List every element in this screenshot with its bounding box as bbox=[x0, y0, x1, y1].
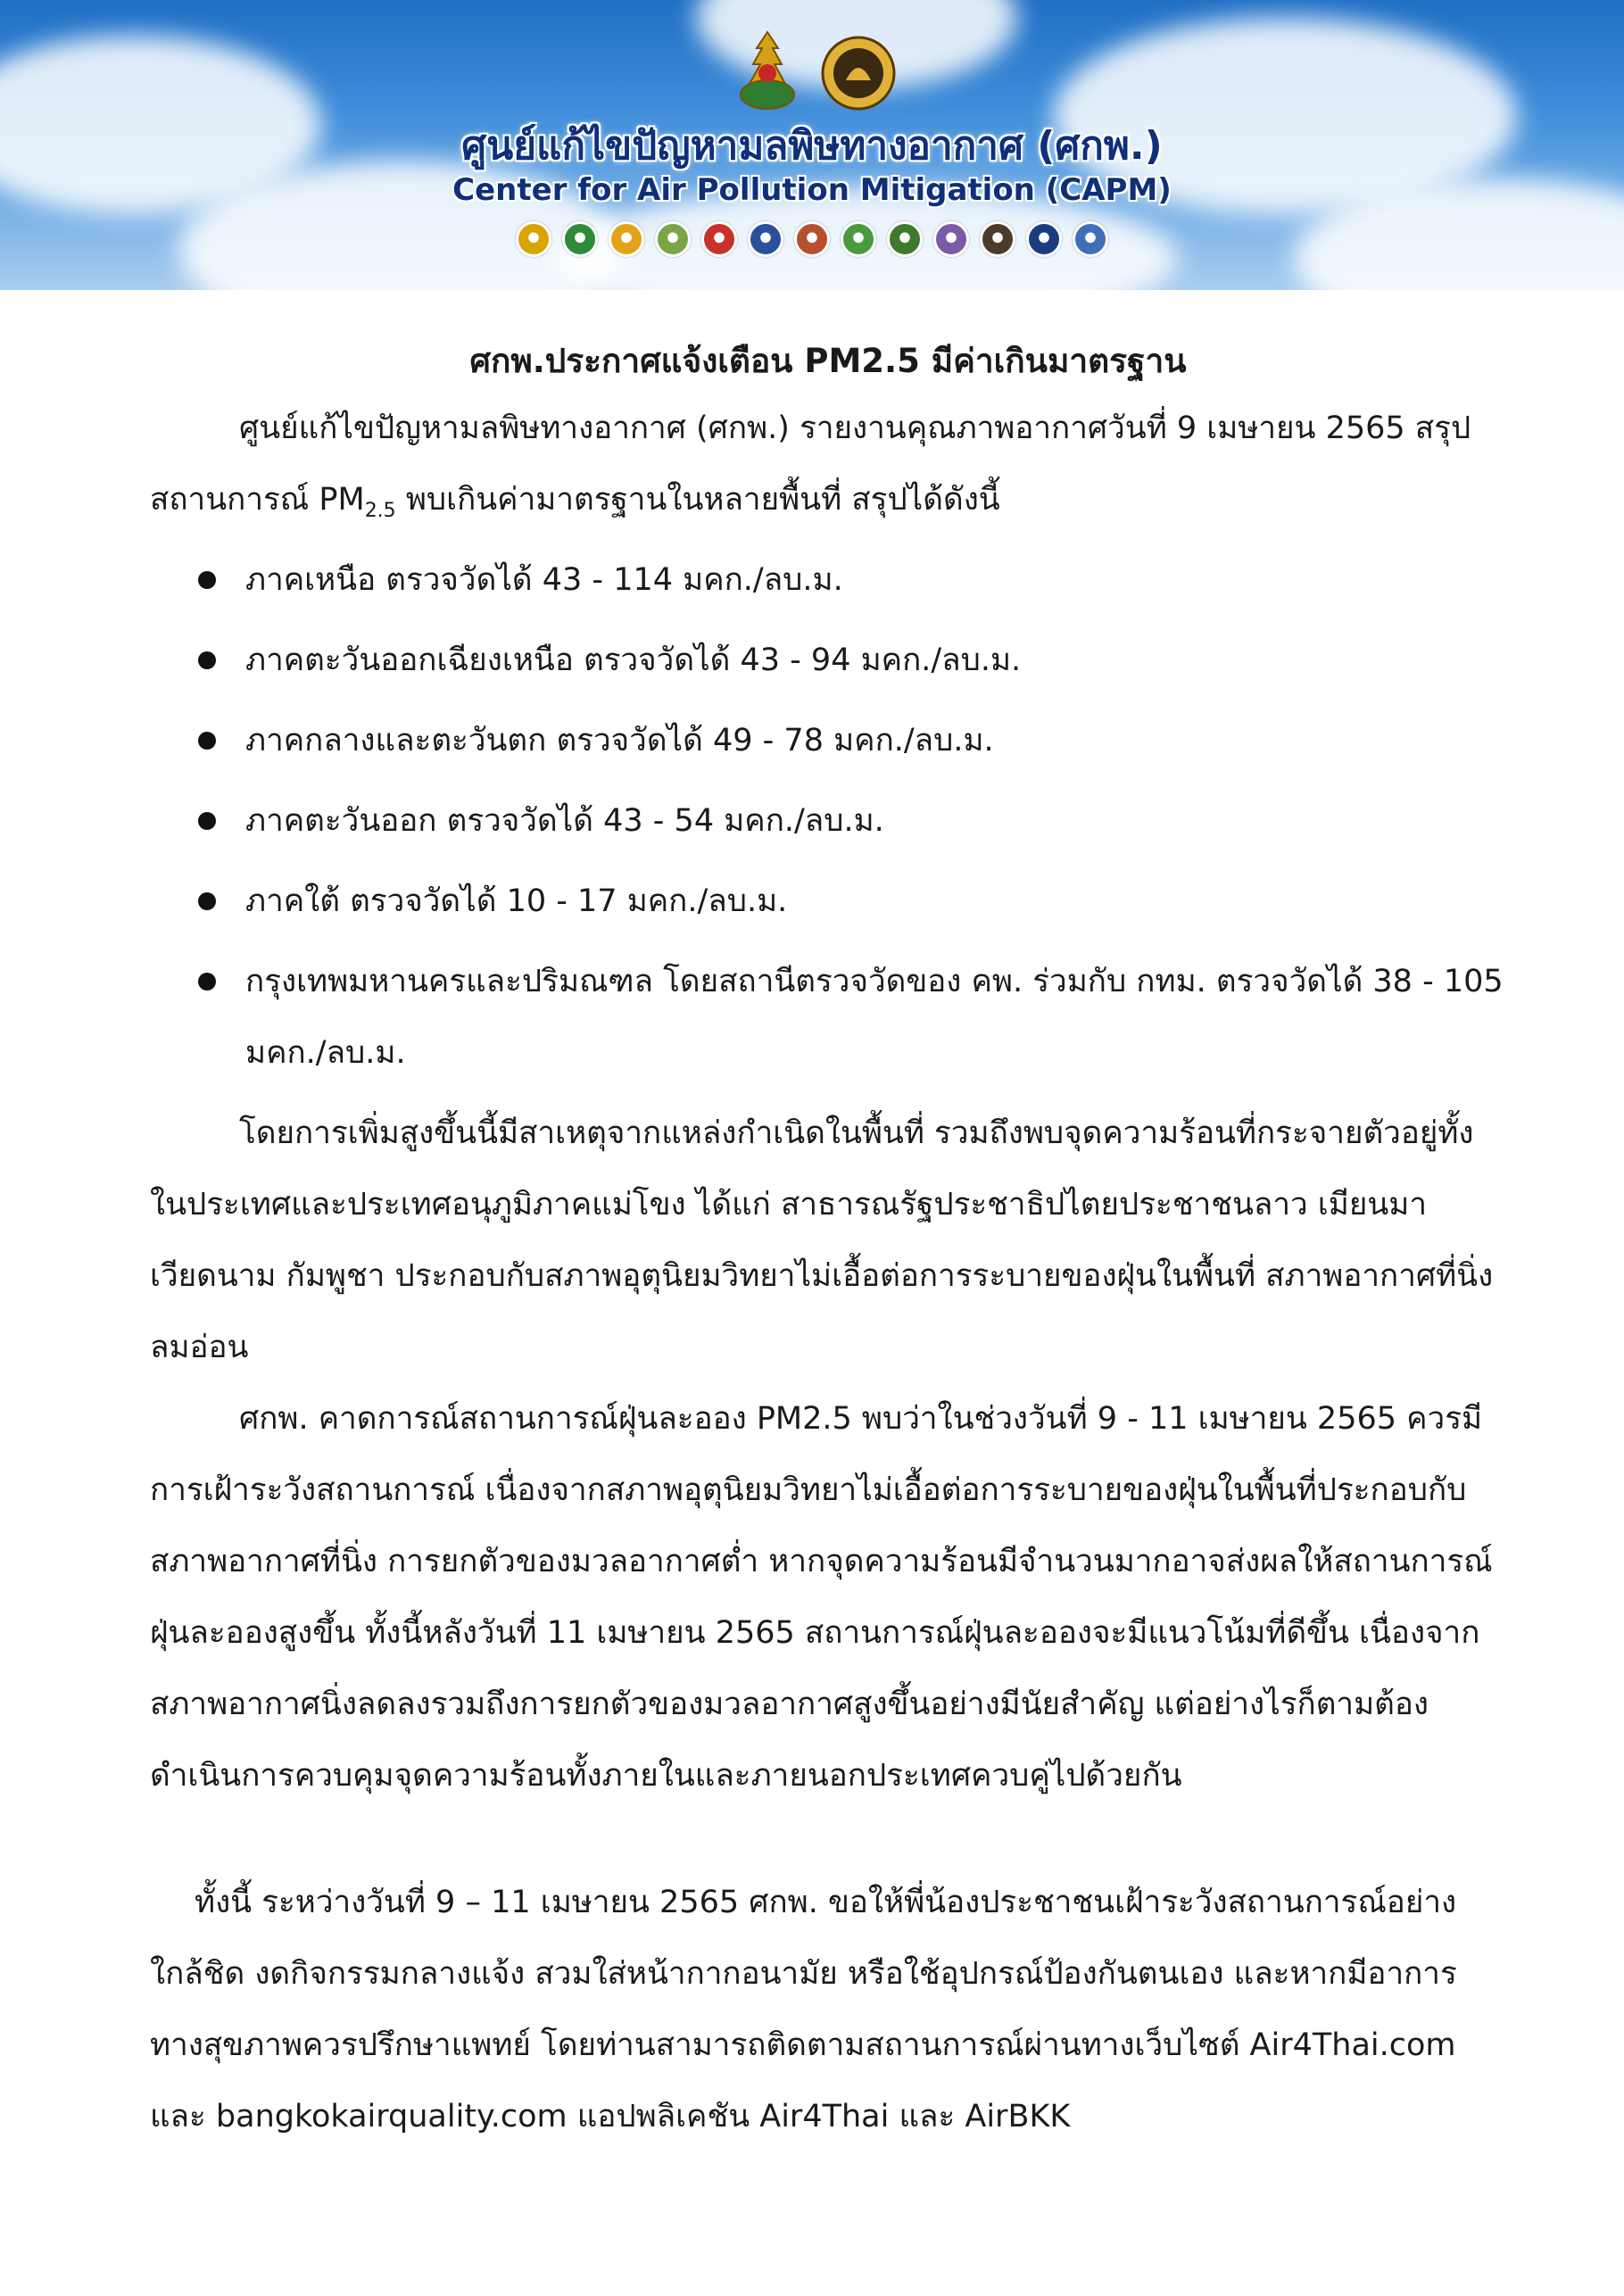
header-banner bbox=[0, 0, 1624, 290]
region-item bbox=[150, 946, 1506, 1089]
bullet-icon bbox=[198, 732, 216, 750]
region-text: ภาคใต้ ตรวจวัดได้ 10 - 17 มคก./ลบ.ม. bbox=[245, 883, 788, 919]
cause-paragraph: โดยการเพิ่มสูงขึ้นนี้มีสาเหตุจากแหล่งกำเนิดในพื้นที่ รวมถึงพบจุดความร้อนที่กระจายตัวอยู่ทั้งในประเทศและประเทศอนุภูมิภาคแม่โขง ได้แก่ สาธารณรัฐประชาธิปไตยประชาชนลาว เมียนมา เวียดนาม กัมพูชา ประกอบกับสภาพอุตุนิยมวิทยาไม่เอื้อต่อการระบายของฝุ่นในพื้นที่ สภาพอากาศที่นิ่ง ลมอ่อน bbox=[150, 1115, 1494, 1365]
region-list bbox=[150, 544, 1506, 1089]
intro-paragraph bbox=[150, 393, 1506, 535]
region-item bbox=[150, 705, 1506, 776]
bullet-icon bbox=[198, 892, 216, 910]
region-item bbox=[150, 866, 1506, 937]
forecast-paragraph: ศกพ. คาดการณ์สถานการณ์ฝุ่นละออง PM2.5 พบว่าในช่วงวันที่ 9 - 11 เมษายน 2565 ควรมีการเฝ้าระวังสถานการณ์ เนื่องจากสภาพอุตุนิยมวิทยาไม่เอื้อต่อการระบายของฝุ่นในพื้นที่ประกอบกับสภาพอากาศที่นิ่ง การยกตัวของมวลอากาศต่ำ หากจุดความร้อนมีจำนวนมากอาจส่งผลให้สถานการณ์ฝุ่นละอองสูงขึ้น ทั้งนี้หลังวันที่ 11 เมษายน 2565 สถานการณ์ฝุ่นละอองจะมีแนวโน้มที่ดีขึ้น เนื่องจากสภาพอากาศนิ่งลดลงรวมถึงการยกตัวของมวลอากาศสูงขึ้นอย่างมีนัยสำคัญ แต่อย่างไรก็ตามต้องดำเนินการควบคุมจุดความร้อนทั้งภายในและภายนอกประเทศควบคู่ไปด้วยกัน bbox=[150, 1401, 1493, 1794]
partner-logo-9-icon bbox=[887, 221, 923, 257]
bullet-icon bbox=[198, 571, 216, 589]
partner-logo-11-icon bbox=[980, 221, 1015, 257]
bullet-icon bbox=[198, 973, 216, 991]
region-text: กรุงเทพมหานครและปริมณฑล โดยสถานีตรวจวัดของ คพ. ร่วมกับ กทม. ตรวจวัดได้ 38 - 105 มคก./ลบ.ม. bbox=[245, 964, 1504, 1071]
partner-logo-12-icon bbox=[1026, 221, 1062, 257]
pm-subscript: 2.5 bbox=[364, 500, 396, 522]
partner-logo-2-icon bbox=[562, 221, 598, 257]
org-name-en: Center for Air Pollution Mitigation (CAPM) bbox=[452, 172, 1172, 208]
region-item bbox=[150, 785, 1506, 857]
region-text: ภาคตะวันออก ตรวจวัดได้ 43 - 54 มคก./ลบ.ม. bbox=[245, 803, 884, 839]
document-title: ศกพ.ประกาศแจ้งเตือน PM2.5 มีค่าเกินมาตรฐาน bbox=[469, 342, 1187, 380]
advice-paragraph: ทั้งนี้ ระหว่างวันที่ 9 – 11 เมษายน 2565 ศกพ. ขอให้พี่น้องประชาชนเฝ้าระวังสถานการณ์อย่างใกล้ชิด งดกิจกรรมกลางแจ้ง สวมใส่หน้ากากอนามัย หรือใช้อุปกรณ์ป้องกันตนเอง และหากมีอาการทางสุขภาพควรปรึกษาแพทย์ โดยท่านสามารถติดตามสถานการณ์ผ่านทางเว็บไซต์ Air4Thai.com และ bangkokairquality.com แอปพลิเคชัน Air4Thai และ AirBKK bbox=[150, 1885, 1457, 2134]
region-item bbox=[150, 544, 1506, 616]
partner-logo-6-icon bbox=[748, 221, 783, 257]
royal-emblem-icon bbox=[732, 29, 803, 114]
bullet-icon bbox=[198, 812, 216, 830]
announcement-body bbox=[150, 330, 1506, 2152]
region-text: ภาคกลางและตะวันตก ตรวจวัดได้ 49 - 78 มคก./ลบ.ม. bbox=[245, 723, 994, 758]
org-name-th: ศูนย์แก้ไขปัญหามลพิษทางอากาศ (ศกพ.) bbox=[461, 123, 1163, 169]
intro-text-cont: พบเกินค่ามาตรฐานในหลายพื้นที่ สรุปได้ดังนี้ bbox=[395, 482, 1000, 518]
intro-text: ศูนย์แก้ไขปัญหามลพิษทางอากาศ (ศกพ.) รายงานคุณภาพอากาศวันที่ 9 เมษายน 2565 สรุปสถานการณ์ PM bbox=[150, 410, 1471, 518]
partner-logo-4-icon bbox=[655, 221, 691, 257]
emblems bbox=[0, 29, 1624, 118]
ministry-seal-icon bbox=[821, 36, 896, 111]
partner-logo-13-icon bbox=[1073, 221, 1108, 257]
region-text: ภาคตะวันออกเฉียงเหนือ ตรวจวัดได้ 43 - 94 มคก./ลบ.ม. bbox=[245, 642, 1022, 678]
partner-logo-8-icon bbox=[841, 221, 876, 257]
partner-logo-10-icon bbox=[933, 221, 969, 257]
partner-logos bbox=[0, 221, 1624, 257]
partner-logo-7-icon bbox=[794, 221, 830, 257]
region-item bbox=[150, 625, 1506, 696]
partner-logo-3-icon bbox=[609, 221, 644, 257]
region-text: ภาคเหนือ ตรวจวัดได้ 43 - 114 มคก./ลบ.ม. bbox=[245, 562, 843, 598]
bullet-icon bbox=[198, 651, 216, 669]
partner-logo-1-icon bbox=[516, 221, 551, 257]
partner-logo-5-icon bbox=[701, 221, 737, 257]
